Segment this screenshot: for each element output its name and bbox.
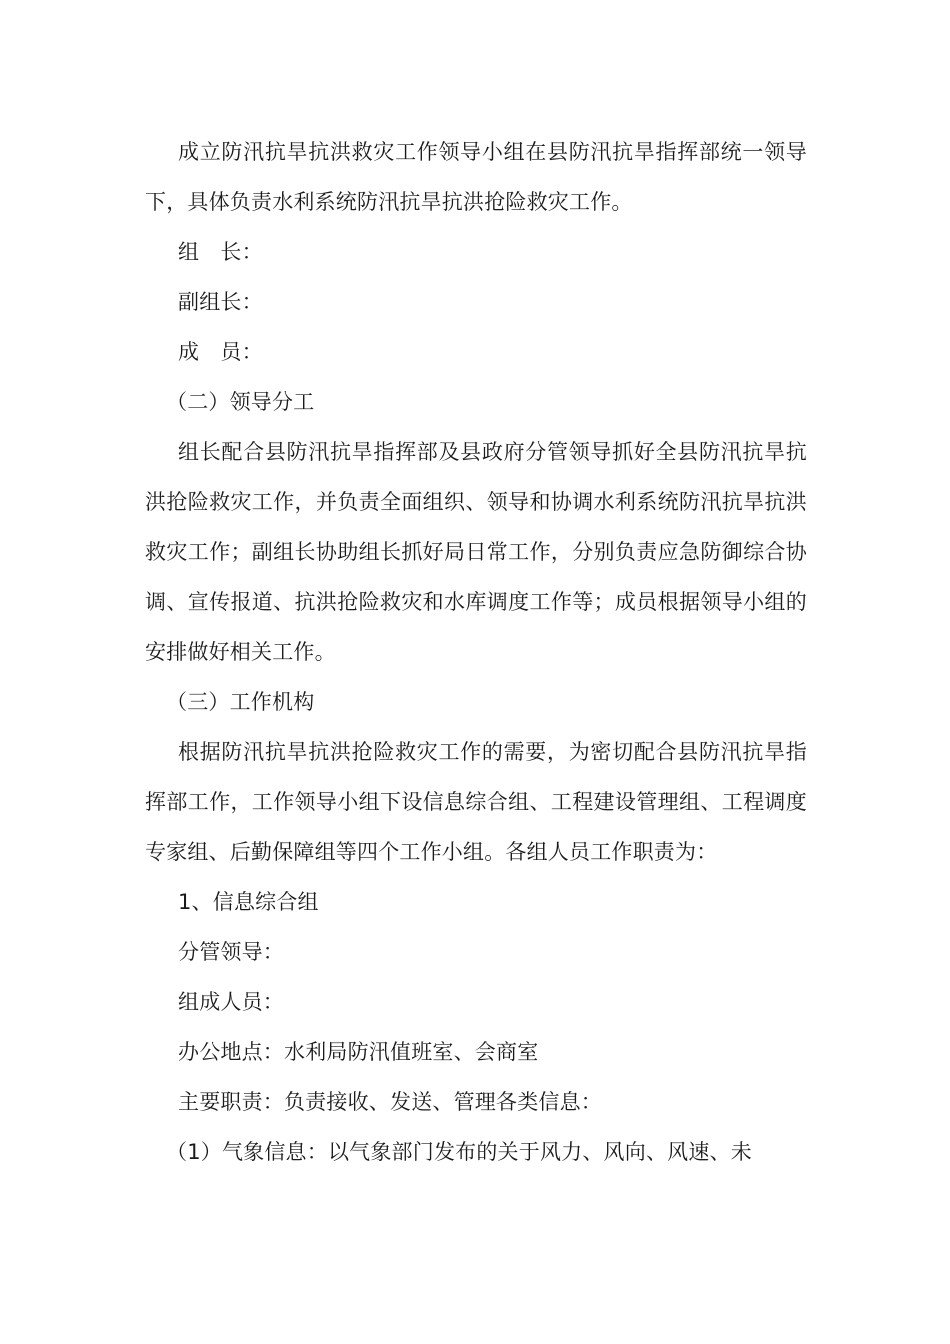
paragraph-division-text: 组长配合县防汛抗旱指挥部及县政府分管领导抓好全县防汛抗旱抗洪抢险救灾工作，并负责全面组织、领导和协调水利系统防汛抗旱抗洪救灾工作；副组长协助组长抓好局日常工作，分别负责应急防御综合协调、宣传报道、抗洪抢险救灾和水库调度工作等；成员根据领导小组的安排做好相关工作。 xyxy=(145,440,807,664)
paragraph-main-duties: 主要职责：负责接收、发送、管理各类信息： xyxy=(178,1090,602,1114)
paragraph-office-location: 办公地点：水利局防汛值班室、会商室 xyxy=(178,1040,539,1064)
paragraph-deputy-leader: 副组长： xyxy=(178,290,263,314)
paragraph-members: 成 员： xyxy=(178,340,263,364)
section-heading-division: （二）领导分工 xyxy=(166,390,315,414)
subsection-heading-info-group: 1、信息综合组 xyxy=(178,890,319,914)
paragraph-intro: 成立防汛抗旱抗洪救灾工作领导小组在县防汛抗旱指挥部统一领导下，具体负责水利系统防汛抗旱抗洪抢险救灾工作。 xyxy=(145,140,807,214)
paragraph-organization-text: 根据防汛抗旱抗洪抢险救灾工作的需要，为密切配合县防汛抗旱指挥部工作，工作领导小组下设信息综合组、工程建设管理组、工程调度专家组、后勤保障组等四个工作小组。各组人员工作职责为： xyxy=(145,740,807,864)
section-heading-organization: （三）工作机构 xyxy=(166,690,315,714)
paragraph-weather-info: （1）气象信息：以气象部门发布的关于风力、风向、风速、未 xyxy=(166,1140,752,1164)
paragraph-group-leader: 组 长： xyxy=(178,240,263,264)
document-body xyxy=(145,127,807,1177)
paragraph-leader-in-charge: 分管领导： xyxy=(178,940,284,964)
paragraph-group-members: 组成人员： xyxy=(178,990,284,1014)
